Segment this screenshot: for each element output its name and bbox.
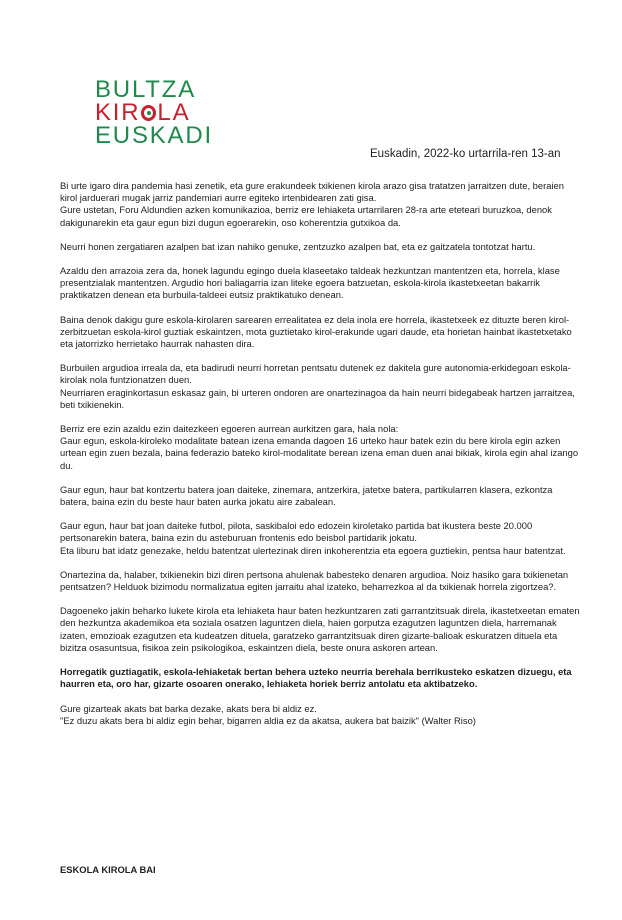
- paragraph-2: Neurri honen zergatiaren azalpen bat izan nahiko genuke, zentzuzko azalpen bat, eta ez gaitzatela tontotzat hartu.: [60, 240, 536, 252]
- paragraph-6: Berriz ere ezin azaldu ezin daitezkeen egoeren aurrean aurkitzen gara, hala nola: Gaur egun, eskola-kiroleko modalitate batean izena emanda dagoen 16 urteko haur batek ezin du bere kirola egin azken urtean egin zuen bezala, baina federazio bateko kirol-modalitate berean izena eman duen anai bikiak, kirola egin ahal izango du.: [60, 423, 579, 471]
- paragraph-1: Bi urte igaro dira pandemia hasi zenetik, eta gure erakundeek txikienen kirola arazo gisa tratatzen jarraitzen dute, beraien kirol jarduerari mugak jarriz pandemiari aurre egiteko irtenbidearen zati gisa. Gure ustetan, Foru Aldundien azken komunikazioa, berriz ere lehiaketa urtarrilaren 28-ra arte eteteari buruzkoa, denok dakigunarekin eta gaur egun bizi dugun egoerarekin, oso koherentzia gutxikoa da.: [60, 180, 564, 228]
- letter-body: [60, 180, 580, 739]
- closing-paragraph: Gure gizarteak akats bat barka dezake, akats bera bi aldiz ez. "Ez duzu akats bera bi aldiz egin behar, bigarren aldia ez da akatsa, aukera bat baizik" (Walter Riso): [60, 702, 476, 726]
- paragraph-4: Baina denok dakigu gure eskola-kirolaren sarearen errealitatea ez dela inola ere horrela, ikastetxeek ez dituzte beren kirol-zerbitzuetan eskola-kirol guztiak eskaintzen, mota guztietako kirol-erakunde ugari daude, eta horietan hainbat ikastetxetako eta jatorrizko herrietako haurrak nahasten dira.: [60, 313, 572, 350]
- logo-line-bultza: BULTZA: [95, 76, 197, 103]
- paragraph-5: Burbuilen argudioa irreala da, eta badirudi neurri horretan pentsatu dutenek ez dakitela gure autonomia-erkidegoan eskola-kirolak nola funtzionatzen duen. Neurriaren eraginkortasun eskasaz gain, bi urteren ondoren are onartezinagoa da hain neurri bidegabeak hartzen jarraitzea, beti txikienekin.: [60, 362, 575, 410]
- signature: ESKOLA KIROLA BAI: [60, 864, 156, 875]
- letter-date: Euskadin, 2022-ko urtarrila-ren 13-an: [370, 148, 561, 160]
- paragraph-3: Azaldu den arrazoia zera da, honek lagundu egingo duela klaseetako taldeak hezkuntzan mantentzen eta, horrela, klase presentzialak mantentzen. Argudio hori baliagarria izan liteke egoera batzuetan, eskola-kirola ikastetxeetan bakarrik praktikatzen denean eta burbuila-taldeei eutsiz praktikatuko denean.: [60, 265, 560, 301]
- logo-line-euskadi: EUSKADI: [95, 122, 213, 149]
- logo-line-kirola: [95, 101, 220, 124]
- call-to-action-paragraph: Horregatik guztiagatik, eskola-lehiaketak bertan behera uzteko neurria berehala berrikusteko eskatzen dizuegu, eta haurren eta, oro har, gizarte osoaren onerako, lehiaketa horiek berriz antolatu eta aktibatzeko.: [60, 666, 572, 690]
- paragraph-10: Dagoeneko jakin beharko lukete kirola eta lehiaketa haur baten hezkuntzaren zati garrantzitsuak direla, ikastetxeetan ematen den hezkuntza akademikoa eta soziala osatzen laguntzen diela, haien gorputza ezagutzen laguntzen diela, harremanak izaten, emozioak ezagutzen eta kudeatzen dituela, garatzeko garrantzitsuak diren gizarte-balioak eskuratzen dituela eta bizitza osasuntsua, fisikoa zein psikologikoa, eskaintzen diela, beste onura askoren artean.: [60, 605, 580, 653]
- paragraph-7: Gaur egun, haur bat kontzertu batera joan daiteke, zinemara, antzerkira, jatetxe batera, partikularren klasera, ezkontza batera, baina ezin du beste haur baten aurka jokatu aire zabalean.: [60, 483, 553, 508]
- logo-la: LA: [157, 99, 191, 126]
- logo-kir: KIR: [95, 99, 141, 126]
- bultza-kirola-euskadi-logo: [95, 78, 220, 147]
- logo-o-ring-icon: [141, 105, 156, 121]
- paragraph-8: Gaur egun, haur bat joan daiteke futbol, pilota, saskibaloi edo edozein kiroletako partida bat ikustera beste 20.000 pertsonarekin batera, baina ezin du asteburuan frontenis edo beisbol partidarik jokatu. Eta liburu bat idatz genezake, heldu batentzat ulertezinak diren inkoherentzia eta egoera guztiekin, pentsa haur batentzat.: [60, 520, 566, 556]
- paragraph-9: Onartezina da, halaber, txikienekin bizi diren pertsona ahulenak babesteko denaren argudioa. Noiz hasiko gara txikienetan pentsatzen? Helduok bizimodu normalizatua egiten jarraitu ahal izateko, beharrezkoa al da txikienak horrela zigortzea?.: [60, 568, 569, 593]
